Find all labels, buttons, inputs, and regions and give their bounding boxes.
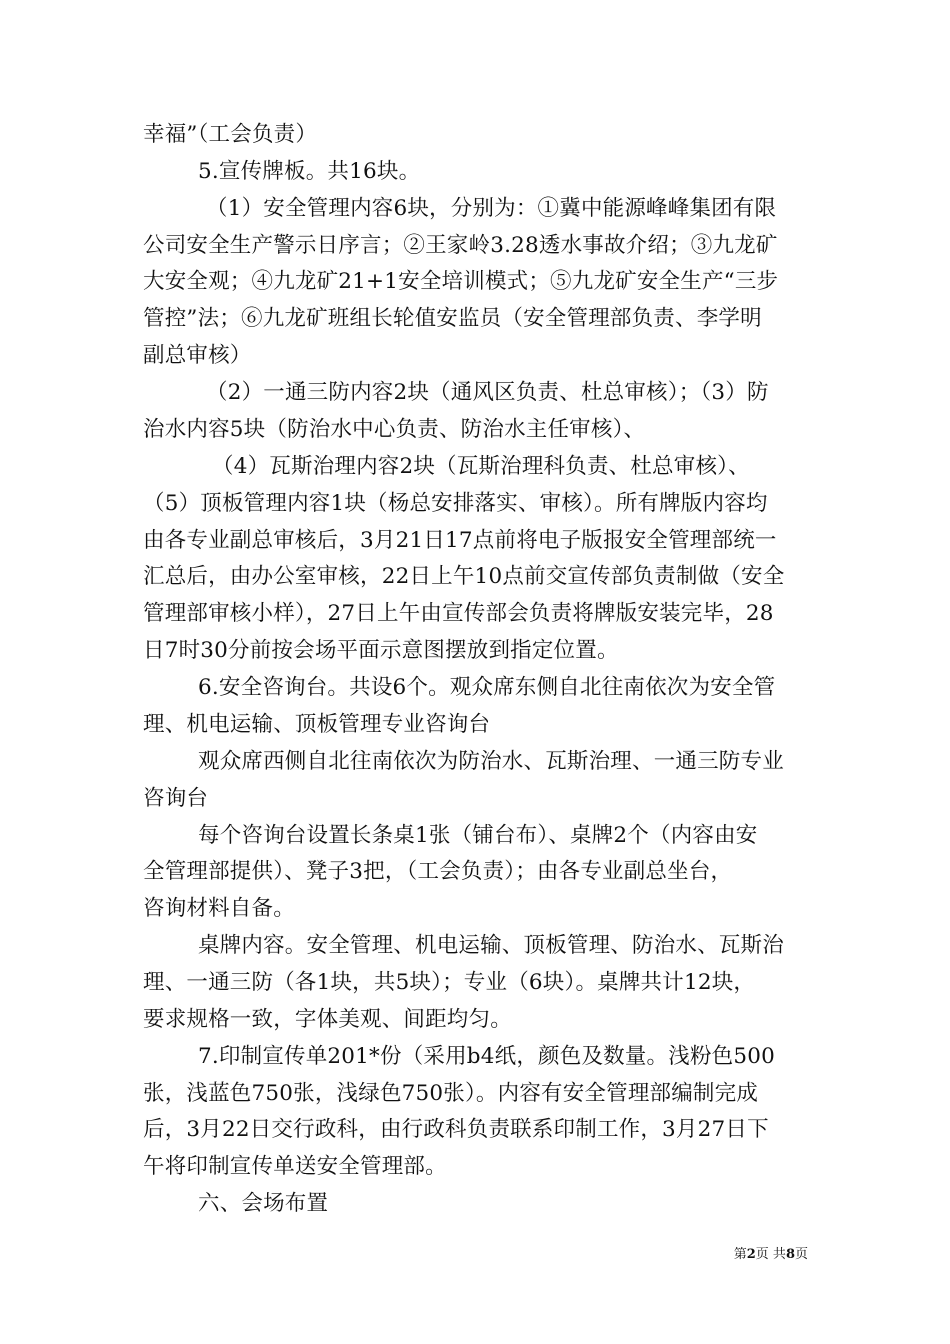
- text-line: （1）安全管理内容6块，分别为：①冀中能源峰峰集团有限: [206, 196, 777, 221]
- text-line: 汇总后，由办公室审核，22日上午10点前交宣传部负责制做（安全: [143, 564, 785, 589]
- text-line: 理、一通三防（各1块，共5块）；专业（6块）。桌牌共计12块，: [143, 970, 756, 995]
- text-line: （2）一通三防内容2块（通风区负责、杜总审核）；（3）防: [206, 380, 769, 405]
- footer-suffix: 页: [794, 1247, 808, 1262]
- text-line: （5）顶板管理内容1块（杨总安排落实、审核）。所有牌版内容均: [143, 491, 768, 516]
- text-line: 管控”法；⑥九龙矿班组长轮值安监员（安全管理部负责、李学明: [143, 306, 762, 331]
- text-line: 7.印制宣传单201*份（采用b4纸，颜色及数量。浅粉色500: [198, 1044, 775, 1069]
- footer-mid: 页 共: [755, 1247, 786, 1262]
- text-line: 副总审核）: [143, 343, 252, 368]
- text-line: 要求规格一致，字体美观、间距均匀。: [143, 1007, 512, 1032]
- text-line: 治水内容5块（防治水中心负责、防治水主任审核）、: [143, 417, 646, 442]
- text-line: 管理部审核小样），27日上午由宣传部会负责将牌版安装完毕，28: [143, 601, 774, 626]
- text-line: 咨询台: [143, 786, 209, 811]
- footer-prefix: 第: [733, 1247, 747, 1262]
- text-line: 午将印制宣传单送安全管理部。: [143, 1154, 447, 1179]
- page-footer: [734, 1246, 808, 1264]
- text-line: 每个咨询台设置长条桌1张（铺台布）、桌牌2个（内容由安: [198, 823, 758, 848]
- text-line: 后，3月22日交行政科，由行政科负责联系印制工作，3月27日下: [143, 1117, 769, 1142]
- text-line: （4）瓦斯治理内容2块（瓦斯治理科负责、杜总审核）、: [212, 454, 750, 479]
- text-line: 全管理部提供）、凳子3把，（工会负责）；由各专业副总坐台，: [143, 859, 733, 884]
- text-line: 张，浅蓝色750张，浅绿色750张）。内容有安全管理部编制完成: [143, 1081, 759, 1106]
- text-line: 咨询材料自备。: [143, 896, 295, 921]
- section-heading: 六、会场布置: [198, 1191, 329, 1216]
- text-line: 桌牌内容。安全管理、机电运输、顶板管理、防治水、瓦斯治: [198, 933, 784, 958]
- text-line: 大安全观；④九龙矿21+1安全培训模式；⑤九龙矿安全生产“三步: [143, 269, 779, 294]
- text-line: 公司安全生产警示日序言；②王家岭3.28透水事故介绍；③九龙矿: [143, 233, 778, 258]
- text-line: 理、机电运输、顶板管理专业咨询台: [143, 712, 491, 737]
- text-line: 由各专业副总审核后，3月21日17点前将电子版报安全管理部统一: [143, 528, 777, 553]
- text-line: 观众席西侧自北往南依次为防治水、瓦斯治理、一通三防专业: [198, 749, 784, 774]
- text-line: 6.安全咨询台。共设6个。观众席东侧自北往南依次为安全管: [198, 675, 776, 700]
- footer-total-pages: 8: [785, 1247, 795, 1262]
- text-line: 5.宣传牌板。共16块。: [198, 159, 421, 184]
- footer-page-number: 2: [746, 1247, 756, 1262]
- text-line: 日7时30分前按会场平面示意图摆放到指定位置。: [143, 638, 619, 663]
- text-line: 幸福”（工会负责）: [143, 122, 318, 147]
